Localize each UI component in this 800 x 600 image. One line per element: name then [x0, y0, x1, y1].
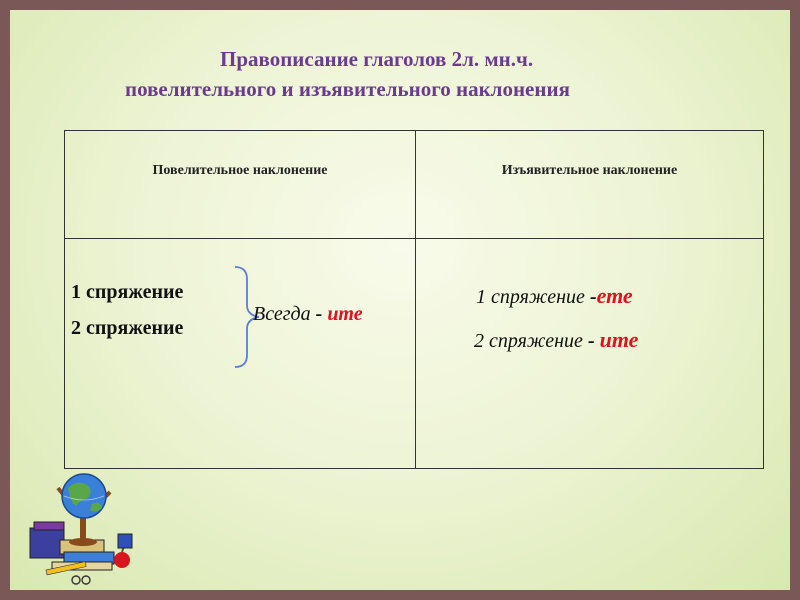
header-imperative: Повелительное наклонение	[152, 163, 328, 178]
table-header-row	[65, 131, 764, 239]
header-cell-indicative	[416, 131, 764, 239]
title-line-2: повелительного и изъявительного наклонения	[125, 77, 570, 101]
imperative-cell	[65, 239, 416, 469]
indicative-cell	[416, 239, 764, 469]
mood-table	[64, 130, 764, 469]
indicative-row-2	[474, 327, 638, 353]
imperative-ending: ите	[327, 303, 363, 325]
indicative-ending-1: ете	[596, 283, 633, 308]
imperative-conjugation-2: 2 спряжение	[71, 317, 184, 339]
title-line-1: Правописание глаголов 2л. мн.ч.	[220, 47, 534, 71]
globe-books-clipart-icon	[24, 470, 144, 585]
slide	[10, 10, 790, 590]
indicative-conjugation-1: 1 спряжение	[476, 286, 585, 308]
imperative-conjugation-1: 1 спряжение	[71, 281, 184, 303]
header-cell-imperative	[65, 131, 416, 239]
header-indicative: Изъявительное наклонение	[501, 163, 678, 178]
indicative-ending-2: ите	[599, 327, 639, 352]
indicative-row-1	[476, 283, 633, 309]
page-title	[10, 44, 790, 104]
indicative-dash-2: -	[582, 330, 600, 352]
always-rule	[253, 303, 363, 326]
always-word: Всегда	[253, 303, 311, 325]
indicative-dash-1: -	[584, 286, 597, 308]
always-dash: -	[310, 303, 328, 325]
table-body-row	[65, 239, 764, 469]
indicative-conjugation-2: 2 спряжение	[474, 330, 583, 352]
